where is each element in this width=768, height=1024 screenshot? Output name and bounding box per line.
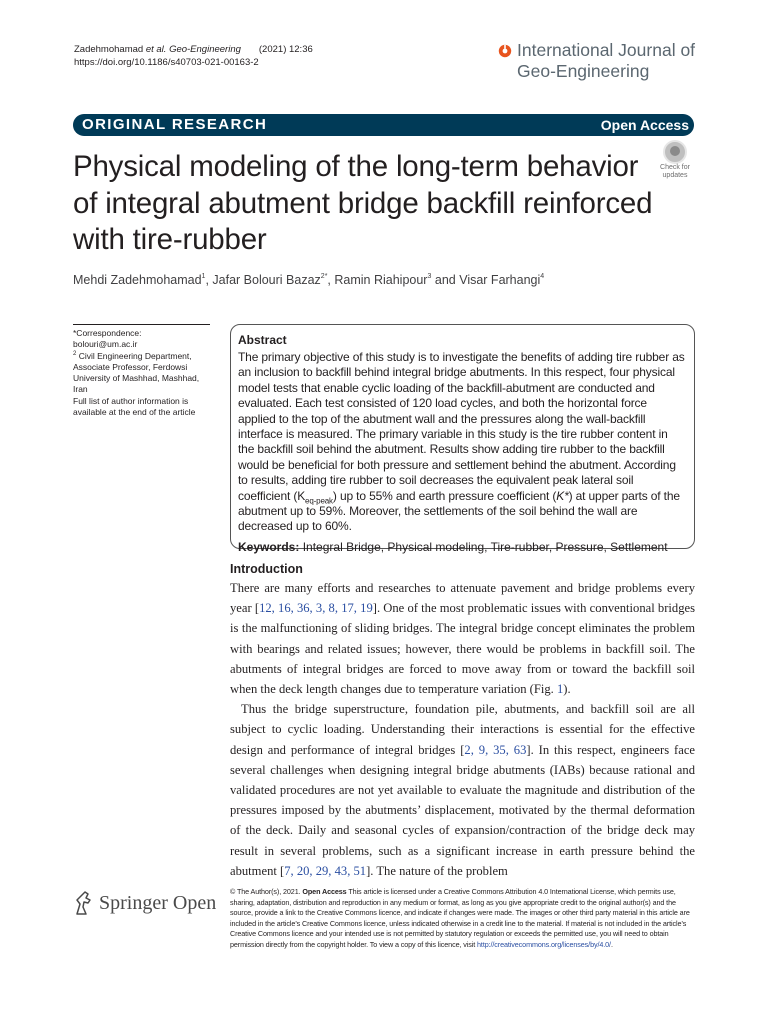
author-4-affil: 4 bbox=[540, 272, 545, 280]
paragraph: There are many efforts and researches to attenuate pavement and bridge problems every year [12, 16, 36, 3, 8, 17, 19]. One of the most problematic issues with conventional bridges is the malfunctioning of sliding bridges. The integral bridge concept eliminates the problem with bearings and related issues; however, there would be problems in backfill soil. The abutments of integral bridges are forced to move away from or toward the backfill soil when the deck length changes due to temperature variation (Fig. 1). bbox=[230, 581, 696, 697]
citation-journal: et al. Geo-Engineering bbox=[145, 44, 241, 55]
author-info-note: Full list of author information is available at the end of the article bbox=[73, 395, 196, 418]
keywords-list: Integral Bridge, Physical modeling, Tire-rubber, Pressure, Settlement bbox=[302, 539, 668, 554]
citation-authors: Zadehmohamad bbox=[74, 44, 144, 55]
author-4[interactable]: Visar Farhangi bbox=[459, 273, 541, 287]
correspondence-email[interactable]: bolouri@um.ac.ir bbox=[73, 339, 138, 350]
springer-horse-icon bbox=[73, 890, 93, 916]
citation-volume: (2021) 12:36 bbox=[258, 44, 313, 55]
paragraph: Thus the bridge superstructure, foundation pile, abutments, and backfill soil are all subject to cyclic loading. Understanding their interactions is essential for the effective design and performance of integral bridges [2, 9, 35, 63]. In this respect, engineers face several challenges when designing integral bridge abutments (IABs) because rational and validated procedures are not yet available to evaluate the magnitude and distribution of the pressures imposed by the abutments’ displacement, motivated by the thermal deformation of the deck. Daily and seasonal cycles of expansion/contraction of the bridge deck may result in several problems, such as a significant increase in earth pressure behind the abutment [7, 20, 29, 43, 51]. The nature of the problem bbox=[230, 702, 695, 878]
affiliation: $^2$ Civil Engineering Department, Associate Professor, Ferdowsi University of Mashhad, Mashhad, Iran bbox=[73, 350, 200, 395]
check-for-updates-button[interactable] bbox=[654, 140, 696, 180]
author-list: Mehdi Zadehmohamad$^1$, Jafar Bolouri Bazaz$^{2*}$, Ramin Riahipour$^3$ and Visar Farhangi$^4$ bbox=[73, 272, 545, 287]
author-3[interactable]: Ramin Riahipour bbox=[334, 273, 428, 287]
springer-open-logo bbox=[73, 888, 218, 920]
keywords-label: Keywords: bbox=[238, 539, 300, 554]
article-type-banner bbox=[73, 114, 694, 136]
publisher-name: Springer Open bbox=[99, 892, 217, 914]
check-updates-icon bbox=[663, 140, 687, 164]
keywords bbox=[238, 540, 686, 555]
correspondence-label: *Correspondence: bbox=[73, 328, 142, 338]
citation-ref[interactable]: 2, 9, 35, 63 bbox=[464, 742, 527, 757]
license-text: © The Author(s), 2021. Open Access This article is licensed under a Creative Commons Attribution 4.0 International License, which permits use, sharing, adaptation, distribution and reproduction in any medium or format, as long as you give appropriate credit to the original author(s) and the source, provide a link to the Creative Commons licence, and indicate if changes were made. The images or other third party material in this article are included in the article’s Creative Commons licence, unless indicated otherwise in a credit line to the material. If material is not included in the article’s Creative Commons licence and your intended use is not permitted by statutory regulation or exceeds the permitted use, you will need to obtain permission directly from the copyright holder. To view a copy of this licence, visit http://creativecommons.org/licenses/by/4.0/. bbox=[230, 887, 690, 949]
author-1-affil: 1 bbox=[201, 272, 206, 280]
journal-logo bbox=[498, 40, 698, 84]
journal-name: International Journal of Geo-Engineering bbox=[517, 40, 696, 81]
journal-logo-icon bbox=[498, 44, 512, 58]
author-3-affil: 3 bbox=[427, 272, 432, 280]
author-2[interactable]: Jafar Bolouri Bazaz bbox=[212, 273, 321, 287]
citation-line bbox=[74, 43, 313, 56]
citation-header bbox=[74, 43, 313, 69]
author-2-affil: 2* bbox=[320, 272, 328, 280]
article-title: Physical modeling of the long-term behavior of integral abutment bridge backfill reinforced with tire-rubber bbox=[73, 150, 653, 256]
article-type: ORIGINAL RESEARCH bbox=[82, 116, 268, 133]
introduction-heading: Introduction bbox=[230, 562, 303, 576]
introduction-body bbox=[230, 578, 695, 881]
abstract-box bbox=[230, 324, 695, 554]
citation-ref[interactable]: 7, 20, 29, 43, 51 bbox=[284, 863, 367, 878]
open-access-label: Open Access bbox=[600, 117, 689, 133]
citation-ref[interactable]: 12, 16, 36, 3, 8, 17, 19 bbox=[259, 601, 373, 616]
license-link[interactable]: http://creativecommons.org/licenses/by/4.0/ bbox=[477, 939, 611, 949]
correspondence-sidebar bbox=[73, 324, 210, 418]
figure-ref[interactable]: 1 bbox=[556, 682, 564, 697]
check-updates-label: Check for updates bbox=[660, 164, 690, 179]
abstract-text: The primary objective of this study is to investigate the benefits of adding tire rubber as an inclusion to backfill behind integral bridge abutments. In this respect, four physical model tests that enable cyclic loading of the backfill-abutment are conducted and evaluated. Each test consisted of 120 load cycles, and both the horizontal force applied to the top of the abutment wall and the pressures along the wall-backfill interface is measured. The primary variable in this study is the tire rubber content in the backfill soil behind the abutment. Results show adding tire rubber to the backfill would be beneficial for both pressure and settlement behind the abutment. According to results, adding tire rubber to soil decreases the equivalent peak lateral soil coefficient $(K_{eq-peak})$ up to 55% and earth pressure coefficient (K*) at upper parts of the abutment up to 59%. Moreover, the settlements of the soil behind the wall are decreased up to 60%. bbox=[238, 350, 685, 534]
doi-link[interactable]: https://doi.org/10.1186/s40703-021-00163-2 bbox=[74, 57, 259, 68]
author-1[interactable]: Mehdi Zadehmohamad bbox=[73, 273, 202, 287]
abstract-heading: Abstract bbox=[238, 333, 287, 347]
